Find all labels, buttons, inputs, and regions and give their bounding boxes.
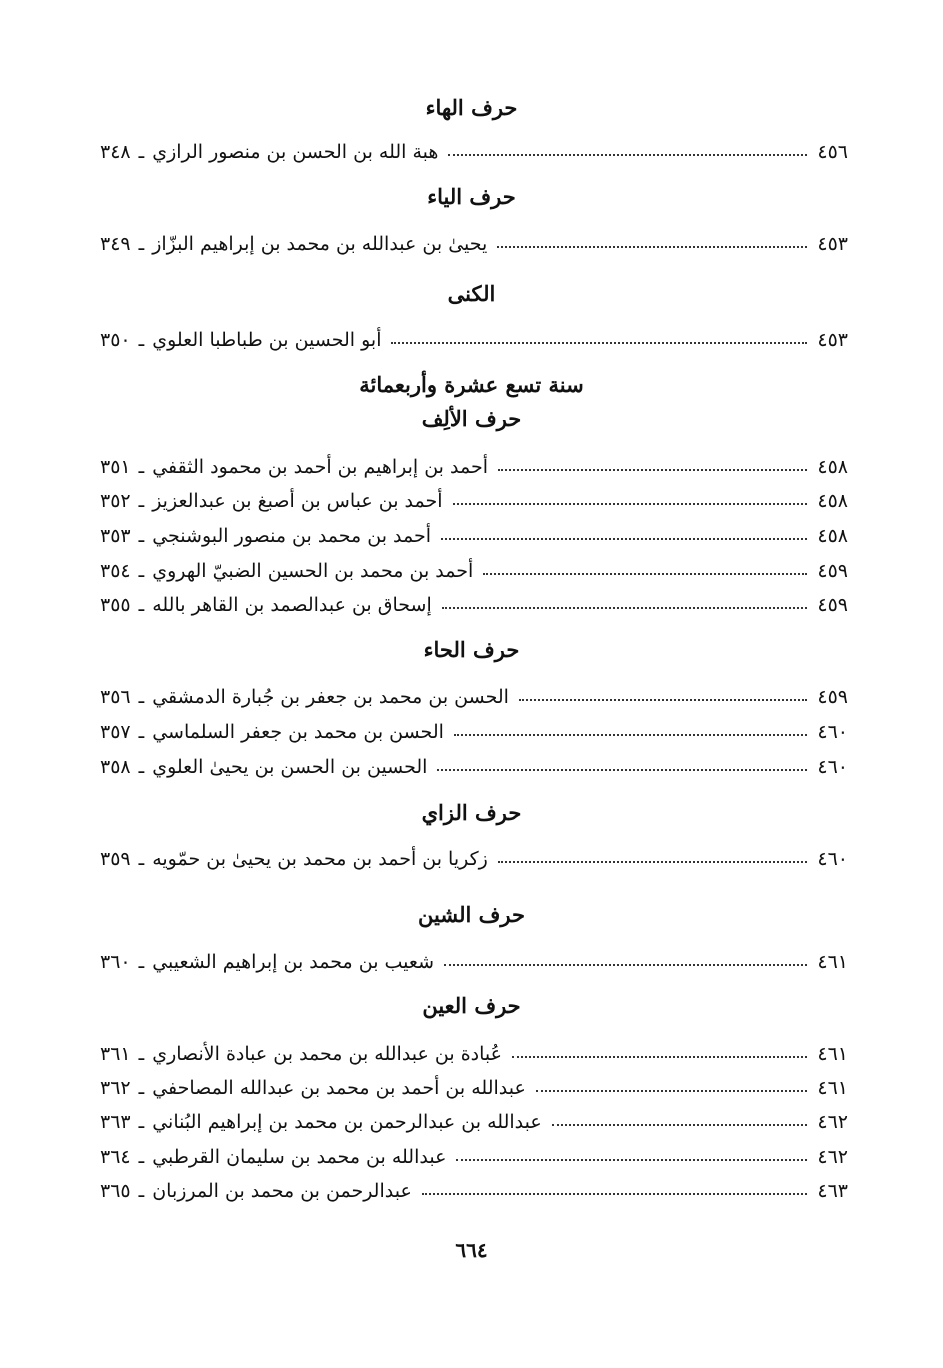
entry-page: ٤٦٠ [817,721,848,743]
entry-dash: ـ [138,141,145,163]
entry-number: ٣٥٦ [100,686,131,708]
index-entry [100,1107,848,1137]
index-entry [100,682,848,712]
entry-number: ٣٤٩ [100,233,131,255]
entry-name: الحسن بن محمد بن جعفر بن جُبارة الدمشقي [152,686,509,708]
dot-leader [453,503,808,505]
dot-leader [422,1193,808,1195]
index-entry [100,1142,848,1172]
section-heading-kuna: الكنى [447,281,496,306]
entry-name: أحمد بن إبراهيم بن أحمد بن محمود الثقفي [152,456,488,478]
entry-dash: ـ [138,490,145,512]
index-entry [100,452,848,482]
entry-name: زكريا بن أحمد بن محمد بن يحيىٰ بن حمّويه [152,848,488,870]
entry-page: ٤٦١ [817,951,848,973]
entry-page: ٤٦١ [817,1043,848,1065]
index-entry [100,486,848,516]
index-entry [100,325,848,355]
dot-leader [391,342,807,344]
entry-dash: ـ [138,1180,145,1202]
index-entry [100,752,848,782]
entry-number: ٣٦٥ [100,1180,131,1202]
section-heading-sheen: حرف الشين [418,902,525,927]
entry-dash: ـ [138,721,145,743]
section-heading-haa2: حرف الحاء [423,637,520,662]
entry-number: ٣٥٠ [100,329,131,351]
index-entry [100,556,848,586]
entry-name: أحمد بن عباس بن أصبغ بن عبدالعزيز [152,490,443,512]
entry-dash: ـ [138,686,145,708]
entry-name: عبدالله بن عبدالرحمن بن محمد بن إبراهيم البُناني [152,1111,542,1133]
entry-dash: ـ [138,1077,145,1099]
entry-name: إسحاق بن عبدالصمد بن القاهر بالله [152,594,432,616]
dot-leader [483,573,807,575]
index-entry [100,229,848,259]
entry-page: ٤٦٢ [817,1146,848,1168]
index-entry [100,1073,848,1103]
entry-name: أحمد بن محمد بن الحسين الضبيّ الهروي [152,560,474,582]
entry-name: هبة الله بن الحسن بن منصور الرازي [152,141,439,163]
entry-number: ٣٥٨ [100,756,131,778]
index-entry [100,137,848,167]
entry-name: الحسن بن محمد بن جعفر السلماسي [152,721,444,743]
section-heading-zay: حرف الزاي [421,800,522,825]
dot-leader [437,769,807,771]
dot-leader [498,469,807,471]
entry-page: ٤٥٣ [817,329,848,351]
index-entry [100,590,848,620]
entry-name: يحيىٰ بن عبدالله بن محمد بن إبراهيم البزّاز [152,233,488,255]
entry-name: عبدالله بن أحمد بن محمد بن عبدالله المصاحفي [152,1077,526,1099]
entry-number: ٣٦٣ [100,1111,131,1133]
index-entry [100,1176,848,1206]
entry-number: ٣٥٩ [100,848,131,870]
entry-name: الحسين بن الحسن بن يحيىٰ العلوي [152,756,428,778]
section-heading-haa: حرف الهاء [425,95,518,120]
entry-name: عبدالرحمن بن محمد بن المرزبان [152,1180,412,1202]
section-heading-yaa: حرف الياء [427,184,516,209]
entry-dash: ـ [138,456,145,478]
entry-number: ٣٥٧ [100,721,131,743]
entry-page: ٤٦٠ [817,756,848,778]
dot-leader [448,154,807,156]
entry-dash: ـ [138,1111,145,1133]
entry-page: ٤٥٩ [817,560,848,582]
entry-dash: ـ [138,756,145,778]
dot-leader [498,861,808,863]
entry-name: عُبادة بن عبدالله بن محمد بن عبادة الأنصاري [152,1043,502,1065]
dot-leader [512,1056,807,1058]
dot-leader [552,1124,808,1126]
entry-name: أبو الحسين بن طباطبا العلوي [152,329,382,351]
dot-leader [444,964,807,966]
entry-dash: ـ [138,848,145,870]
section-heading-ayn: حرف العين [422,993,521,1018]
dot-leader [497,246,807,248]
index-entry [100,521,848,551]
dot-leader [519,699,807,701]
entry-dash: ـ [138,233,145,255]
entry-page: ٤٥٨ [817,490,848,512]
dot-leader [454,734,807,736]
entry-number: ٣٥١ [100,456,131,478]
section-heading-alif: حرف الألِف [421,406,522,431]
index-entry [100,844,848,874]
entry-number: ٣٤٨ [100,141,131,163]
entry-dash: ـ [138,1146,145,1168]
index-entry [100,947,848,977]
entry-page: ٤٥٣ [817,233,848,255]
index-entry [100,717,848,747]
entry-page: ٤٥٨ [817,456,848,478]
entry-page: ٤٦٠ [817,848,848,870]
entry-number: ٣٥٢ [100,490,131,512]
year-heading: سنة تسع عشرة وأربعمائة [359,372,584,397]
dot-leader [536,1090,808,1092]
entry-number: ٣٦٢ [100,1077,131,1099]
entry-dash: ـ [138,594,145,616]
entry-dash: ـ [138,951,145,973]
entry-page: ٤٥٩ [817,594,848,616]
dot-leader [442,607,808,609]
dot-leader [441,538,807,540]
entry-page: ٤٦٢ [817,1111,848,1133]
entry-page: ٤٥٩ [817,686,848,708]
entry-number: ٣٥٣ [100,525,131,547]
entry-name: أحمد بن محمد بن منصور البوشنجي [152,525,432,547]
entry-number: ٣٦٠ [100,951,131,973]
entry-dash: ـ [138,1043,145,1065]
entry-number: ٣٦٤ [100,1146,131,1168]
index-entry [100,1039,848,1069]
entry-dash: ـ [138,525,145,547]
entry-number: ٣٥٤ [100,560,131,582]
entry-page: ٤٥٨ [817,525,848,547]
dot-leader [456,1159,807,1161]
entry-number: ٣٦١ [100,1043,131,1065]
entry-page: ٤٦٣ [817,1180,848,1202]
entry-dash: ـ [138,329,145,351]
entry-dash: ـ [138,560,145,582]
page-number: ٦٦٤ [455,1238,488,1262]
entry-number: ٣٥٥ [100,594,131,616]
entry-page: ٤٦١ [817,1077,848,1099]
entry-name: عبدالله بن محمد بن سليمان القرطبي [152,1146,447,1168]
entry-page: ٤٥٦ [817,141,848,163]
entry-name: شعيب بن محمد بن إبراهيم الشعيبي [152,951,434,973]
